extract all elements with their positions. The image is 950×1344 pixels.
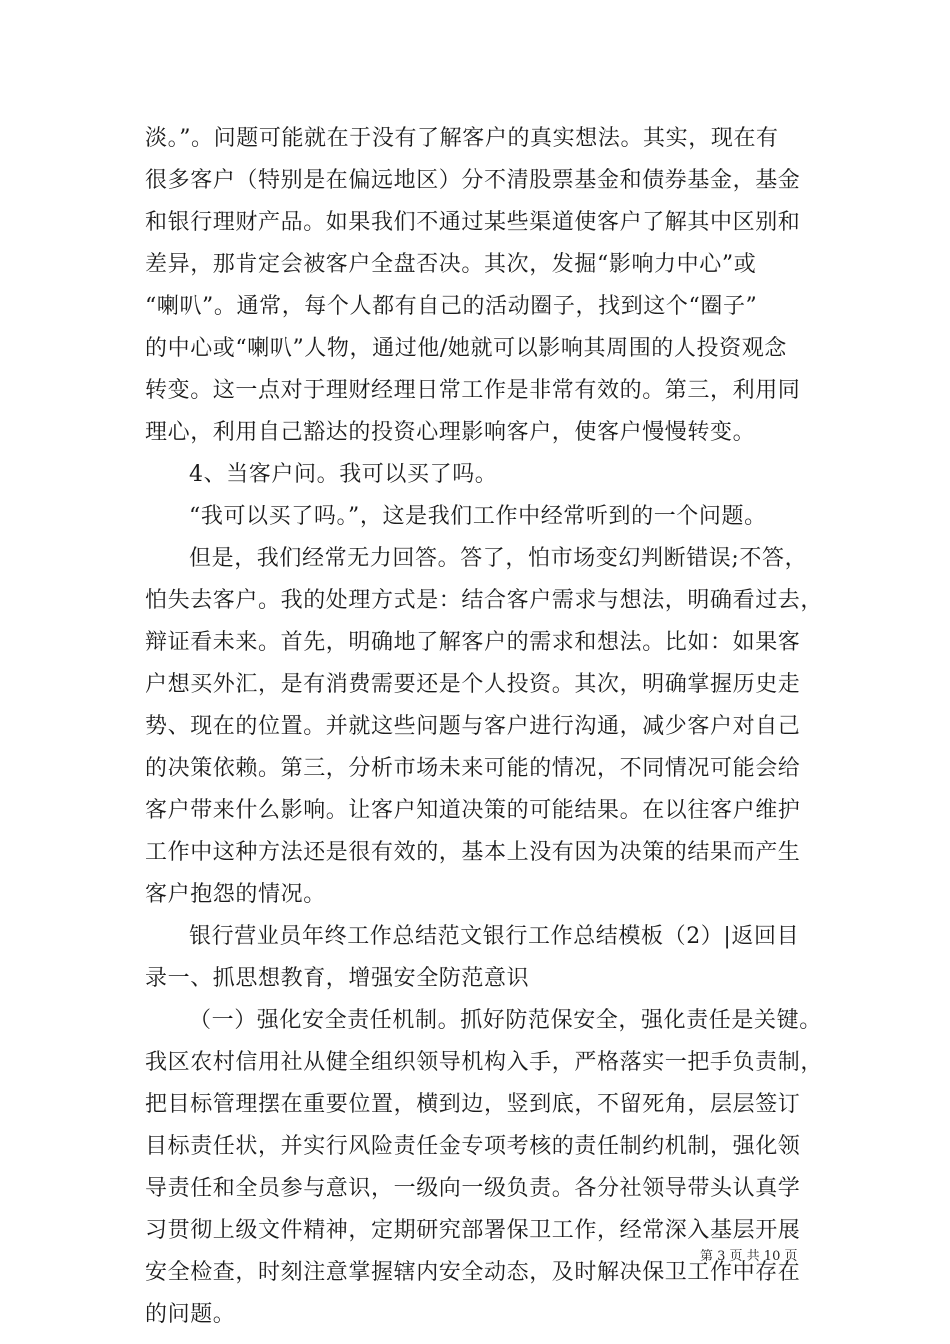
- body-line: 很多客户（特别是在偏远地区）分不清股票基金和债券基金，基金: [145, 168, 801, 193]
- page-number: 第 3 页 共 10 页: [700, 1249, 798, 1264]
- body-line: 客户抱怨的情况。: [145, 882, 326, 907]
- body-line: 差异，那肯定会被客户全盘否决。其次，发掘“影响力中心”或: [145, 252, 757, 277]
- body-line: 把目标管理摆在重要位置，横到边，竖到底，不留死角，层层签订: [145, 1092, 801, 1117]
- body-line: 的问题。: [145, 1302, 236, 1327]
- body-line: 目标责任状，并实行风险责任金专项考核的责任制约机制，强化领: [145, 1134, 801, 1159]
- body-line: 转变。这一点对于理财经理日常工作是非常有效的。第三，利用同: [145, 378, 801, 403]
- body-line: 辩证看未来。首先，明确地了解客户的需求和想法。比如：如果客: [145, 630, 801, 655]
- article-title-link[interactable]: 银行营业员年终工作总结范文银行工作总结模板（2）|返回目: [189, 924, 800, 949]
- body-line: 和银行理财产品。如果我们不通过某些渠道使客户了解其中区别和: [145, 210, 801, 235]
- body-line: 导责任和全员参与意识，一级向一级负责。各分社领导带头认真学: [145, 1176, 801, 1201]
- body-line: 安全检查，时刻注意掌握辖内安全动态，及时解决保卫工作中存在: [145, 1260, 801, 1285]
- section-heading: 录一、抓思想教育，增强安全防范意识: [145, 966, 530, 991]
- body-line: 习贯彻上级文件精神，定期研究部署保卫工作，经常深入基层开展: [145, 1218, 801, 1243]
- body-line: 理心，利用自己豁达的投资心理影响客户，使客户慢慢转变。: [145, 420, 756, 445]
- body-line: 客户带来什么影响。让客户知道决策的可能结果。在以往客户维护: [145, 798, 801, 823]
- body-line: 势、现在的位置。并就这些问题与客户进行沟通，减少客户对自己: [145, 714, 801, 739]
- body-line: 淡。”。问题可能就在于没有了解客户的真实想法。其实，现在有: [145, 126, 779, 151]
- section-heading: 4、当客户问。我可以买了吗。: [189, 462, 498, 487]
- body-line: 的中心或“喇叭”人物，通过他/她就可以影响其周围的人投资观念: [145, 336, 787, 361]
- body-line: 但是，我们经常无力回答。答了，怕市场变幻判断错误;不答，: [189, 546, 808, 571]
- body-line: 户想买外汇，是有消费需要还是个人投资。其次，明确掌握历史走: [145, 672, 801, 697]
- body-line: “喇叭”。通常，每个人都有自己的活动圈子，找到这个“圈子”: [145, 294, 758, 319]
- body-line: 我区农村信用社从健全组织领导机构入手，严格落实一把手负责制，: [145, 1050, 824, 1075]
- body-line: （一）强化安全责任机制。抓好防范保安全，强化责任是关键。: [189, 1008, 822, 1033]
- body-line: “我可以买了吗。”，这是我们工作中经常听到的一个问题。: [189, 504, 767, 529]
- body-line: 的决策依赖。第三，分析市场未来可能的情况，不同情况可能会给: [145, 756, 801, 781]
- body-line: 工作中这种方法还是很有效的，基本上没有因为决策的结果而产生: [145, 840, 801, 865]
- body-line: 怕失去客户。我的处理方式是：结合客户需求与想法，明确看过去，: [145, 588, 824, 613]
- document-body: [145, 118, 825, 1336]
